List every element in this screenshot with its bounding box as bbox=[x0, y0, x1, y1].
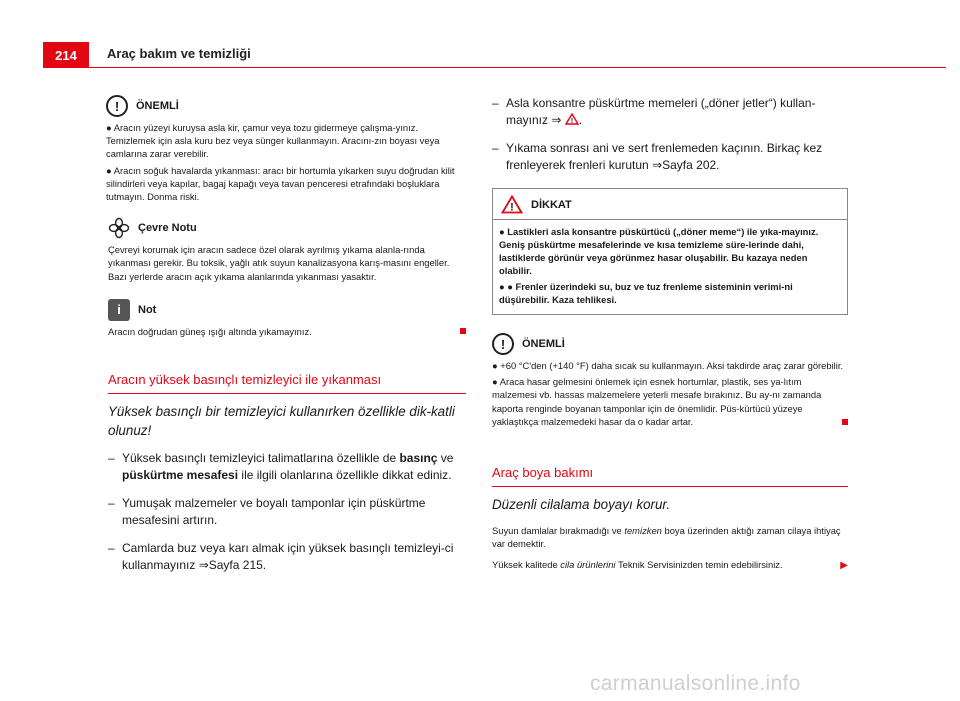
environment-paragraph: Çevreyi korumak için aracın sadece özel olarak ayrılmış yıkama alanla-rında yıkanması gerekir. Bu toksik, yağlı atık suyun kanalizasyona karış-masını engeller. Bazı yerlerde aracın açık yıkama alanlarında yıkanması yasaktır. bbox=[108, 244, 450, 282]
dash-marker: – bbox=[492, 141, 499, 155]
para-emphasis: cila ürünlerini bbox=[560, 559, 616, 571]
list-item bbox=[108, 540, 466, 574]
important-paragraph: ● Aracın soğuk havalarda yıkanması: aracı bir hortumla yıkarken suyu doğrudan kilit silindirleri veya kapılar, bagaj kapağı veya tavan penceresi etrafındaki boşluklara tutmayın. Donma riski. bbox=[106, 164, 455, 203]
svg-text:!: ! bbox=[570, 118, 573, 125]
running-title: Araç bakım ve temizliği bbox=[107, 46, 251, 61]
important-paragraph: ● +60 °C'den (+140 °F) daha sıcak su kullanmayın. Aksi takdirde araç zarar görebilir. bbox=[492, 360, 844, 371]
section-subtitle: Yüksek basınçlı bir temizleyici kullanırken özellikle dik-katli olunuz! bbox=[108, 404, 455, 439]
warning-title: DİKKAT bbox=[531, 198, 572, 211]
important-title: ÖNEMLİ bbox=[136, 100, 179, 112]
para-text: boya üzerinden aktığı zaman cilaya ihtiyaç var demektir. bbox=[492, 525, 841, 550]
section-title: Aracın yüksek basınçlı temizleyici ile yıkanması bbox=[108, 372, 466, 394]
flower-icon bbox=[108, 217, 130, 239]
warning-box bbox=[492, 188, 848, 315]
warning-reference-link[interactable]: ⇒ bbox=[551, 113, 562, 127]
note-paragraph: Aracın doğrudan güneş ışığı altında yıkamayınız. bbox=[108, 325, 312, 337]
section-subtitle: Düzenli cilalama boyayı korur. bbox=[492, 497, 671, 513]
important-note-2 bbox=[492, 333, 848, 431]
environment-title: Çevre Notu bbox=[138, 222, 197, 235]
list-item bbox=[108, 495, 466, 529]
para-text: Yüksek kalitede bbox=[492, 559, 561, 571]
para-text: Suyun damlalar bırakmadığı ve bbox=[492, 525, 625, 537]
item-bold: basınç bbox=[399, 451, 438, 466]
header-rule bbox=[89, 67, 946, 68]
warning-paragraph: ● ● Frenler üzerindeki su, buz ve tuz frenleme sisteminin verimi-ni düşürebilir. Kaza tehlikesi. bbox=[499, 281, 793, 305]
page-number: 214 bbox=[43, 42, 89, 68]
info-note bbox=[108, 299, 466, 338]
item-text: Yüksek basınçlı temizleyici talimatlarına özellikle de bbox=[122, 451, 400, 466]
right-column bbox=[492, 95, 848, 572]
item-text: . bbox=[578, 113, 583, 127]
info-icon: i bbox=[108, 299, 130, 321]
svg-text:!: ! bbox=[510, 201, 514, 214]
list-item bbox=[492, 140, 848, 174]
left-column bbox=[108, 95, 466, 585]
warning-paragraph: ● Lastikleri asla konsantre püskürtücü („döner meme“) ile yıka-mayınız. Geniş püskürtme mesafelerinde ve kısa temizleme süre-lerinde dahi, lastiklerde görünür veya görünmez hasar oluşabilir. Bu kazaya neden olabilir. bbox=[499, 226, 819, 276]
page-reference-link[interactable]: ⇒Sayfa 202. bbox=[652, 158, 720, 172]
dash-marker: – bbox=[108, 496, 115, 511]
note-title: Not bbox=[138, 303, 157, 316]
warning-triangle-icon bbox=[501, 195, 523, 214]
watermark: carmanualsonline.info bbox=[590, 672, 801, 695]
item-text: ile ilgili olanlarına özellikle dikkat ediniz. bbox=[238, 468, 452, 483]
end-marker-icon bbox=[842, 419, 848, 425]
environment-note bbox=[108, 217, 466, 283]
continue-arrow-icon: ▶ bbox=[840, 559, 848, 571]
important-title: ÖNEMLİ bbox=[522, 338, 565, 350]
dash-marker: – bbox=[108, 541, 115, 556]
para-emphasis: temizken bbox=[624, 525, 662, 537]
important-note-1 bbox=[106, 95, 466, 203]
page-reference-link[interactable]: ⇒Sayfa 215. bbox=[198, 558, 267, 573]
section-title: Araç boya bakımı bbox=[492, 465, 848, 487]
list-item bbox=[492, 95, 848, 129]
paint-care-section bbox=[492, 465, 848, 572]
paint-paragraph bbox=[492, 558, 783, 571]
list-item bbox=[108, 450, 466, 484]
item-text: Camlarda buz veya karı almak için yüksek basınçlı temizleyi-ci kullanmayınız bbox=[122, 541, 454, 573]
exclamation-icon: ! bbox=[106, 95, 128, 117]
exclamation-icon: ! bbox=[492, 333, 514, 355]
item-bold: püskürtme mesafesi bbox=[122, 468, 239, 483]
para-text: Teknik Servisinizden temin edebilirsiniz. bbox=[615, 559, 783, 571]
warning-triangle-icon bbox=[565, 113, 579, 125]
important-paragraph: ● Aracın yüzeyi kuruysa asla kir, çamur veya tozu gidermeye çalışma-yınız. Temizlemek için asla kuru bez veya sünger kullanmayın. Aracını-zın boyası veya camlarına zarar verebilir. bbox=[106, 122, 440, 160]
end-marker-icon bbox=[460, 328, 466, 334]
pressure-washer-section bbox=[108, 372, 466, 574]
dash-marker: – bbox=[492, 96, 499, 110]
dash-marker: – bbox=[108, 451, 115, 466]
item-text: Yıkama sonrası ani ve sert frenlemeden kaçının. Birkaç kez frenleyerek frenleri kurutun bbox=[506, 141, 823, 172]
paint-paragraph bbox=[492, 524, 848, 550]
item-text: Asla konsantre püskürtme memeleri („döner jetler“) kullan-mayınız bbox=[506, 96, 816, 127]
important-paragraph: ● Araca hasar gelmesini önlemek için esnek hortumlar, plastik, ses ya-lıtım malzemesi vb. hassas malzemelere yeterli mesafe bırakınız. Bu ay-nı zamanda kaporta renginde boyanan tamponlar için de önemlidir. Püs-kürtücü yüzeye yaklaştıkça malzemedeki hasar da o kadar artar. bbox=[492, 376, 822, 427]
item-text: Yumuşak malzemeler ve boyalı tamponlar için püskürtme mesafesini artırın. bbox=[122, 496, 426, 528]
item-text: ve bbox=[437, 451, 454, 466]
